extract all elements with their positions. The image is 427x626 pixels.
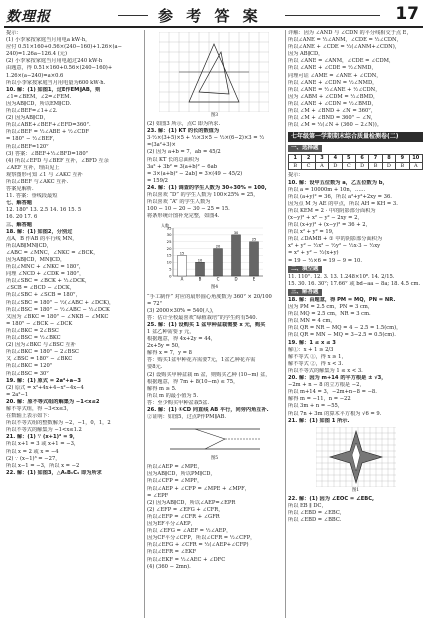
text-line: = ∠EPF xyxy=(147,492,169,499)
text-line: 因为点 M 为 AE 的中点，所以 AH = KH = 3. xyxy=(288,200,398,207)
text-line: 要8元. xyxy=(147,364,163,371)
text-line: 所以 MN = 4 cm， xyxy=(288,318,336,325)
answer-cell: D xyxy=(329,162,342,170)
text-line: 所以喜欢 “D” 的学生人数为 100×25% = 25， xyxy=(147,192,259,199)
text-line: 点A，B 作AB 的平行线 MN， xyxy=(6,235,78,242)
text-line: 因为CF平分∠CFP，所以∠CFR = ½∠CFP， xyxy=(147,535,256,542)
text-line: 19. 解：(1) 原式 = 2a²+a−3 xyxy=(6,377,82,384)
text-line: 所以∠MNC + ∠NKC = 180°， xyxy=(6,264,85,271)
middle-text-block xyxy=(147,464,282,570)
text-line: (2) 原式 = x²+4x+4−x²−4x−4 xyxy=(6,384,84,391)
text-line: 26. 解：(1) ①CD 同直线 AB 平行，同旁内角互补. xyxy=(147,407,269,413)
right-column xyxy=(288,30,423,620)
text-line: 15. 30. 16. 30°; 17.66° 或 bd−aa − 8a; 18. 4.5 cm. xyxy=(288,280,421,287)
figure-caption: 图3 xyxy=(210,113,219,118)
text-line: 根据题意，得 7m + 8(10−m) ≤ 75， xyxy=(147,378,239,385)
answer-cell: C xyxy=(302,162,315,170)
grid-figure xyxy=(159,32,269,112)
question-number-cell: 10 xyxy=(409,155,422,163)
line-ep xyxy=(195,429,225,439)
question-number-cell: 3 xyxy=(315,155,328,163)
text-line: = 2a²−1 xyxy=(6,391,29,398)
text-line: 所以不等式组的整数解为 −2，−1，0，1，2 xyxy=(6,420,111,427)
text-line: 所以∠BSC = 180° − ½∠ABC − ½∠DCK xyxy=(6,306,110,313)
text-line: 所以∠ABE+∠BEF+∠EFD=360°. xyxy=(6,122,91,129)
text-line: 11. 110°. 12. 3. 13. 1.248×10⁸. 14. 2/15. xyxy=(288,273,395,280)
text-line: 解①：x + 1 ≥ 2/3 xyxy=(288,346,334,353)
text-line: 20. 解：因为 m+14 的平方根是 ± √3， xyxy=(288,375,387,382)
text-line: 所以 ∠ANE = ∠ANM，∠CDE = ∠CDM， xyxy=(288,58,395,65)
text-line: 将条形统计图补充完整，如图4. xyxy=(147,213,220,220)
text-line: x² + y² − ½x² − ½y² − ½x·3 − ½xy xyxy=(288,243,381,250)
text-line: 所以 MQ = 2.5 cm，NR = 3 cm. xyxy=(288,311,371,318)
text-line: 20. 解：原不等式组的解集为 −1<x≤2 xyxy=(6,398,100,405)
text-line: 22. 解：(1) 因为 ∠EOC = ∠EBC, xyxy=(288,495,375,502)
question-number-cell: 5 xyxy=(342,155,355,163)
text-line: 18. 解：(1) 如图2，分别过 xyxy=(6,228,73,235)
header-decoration-right xyxy=(285,15,380,16)
text-line: 所以 ∠EBD = ∠EBC, xyxy=(288,509,342,516)
text-line: 解不等式 ②，得 x < 3. xyxy=(288,360,344,367)
text-line: 所以∠BKC = 180° − 2∠BSC xyxy=(6,349,80,356)
right-text-block xyxy=(288,30,423,129)
right-text-block xyxy=(288,496,423,524)
text-line: 根据题意，得 4x+2y = 44， xyxy=(147,336,217,343)
text-line: ∠ABC = ∠MNC，∠NKC = ∠BCK， xyxy=(6,249,99,256)
text-line: 10. 解：设甲五位数为 a，乙五位数为 b， xyxy=(288,179,388,186)
right-text-block xyxy=(288,297,423,425)
text-line: 所以 QR = NR − MQ = 4 − 2.5 = 1.5(cm)， xyxy=(288,325,402,332)
text-line: 所以 m+14 = 3，−2m+n−8 = −8. xyxy=(288,389,377,396)
text-line: 所以 ∠ANE + ∠CDN = ½∠BMD， xyxy=(288,100,377,107)
bar-C xyxy=(214,249,223,276)
text-line: 100 − 10 − 20 − 30 − 25 = 15. xyxy=(147,206,230,213)
text-line: 所以∠SBC = 180° − ½(∠ABC + ∠DCK)， xyxy=(6,299,115,306)
text-line: (2) 设购买甲种盆栽 m 盆，则购买乙种 (10−m) 盆， xyxy=(147,371,271,378)
text-line: ∠AEF 互补，理由见上 xyxy=(6,164,60,171)
answer-cell: B xyxy=(369,162,382,170)
text-line: ∠1=∠BEM，∠2=∠FEM. xyxy=(6,93,72,100)
text-line: 因为 ∠ABM + ∠CDM = ½∠BMD， xyxy=(288,93,379,100)
text-line: 因为 AB∥CD， xyxy=(288,51,324,58)
text-line: 25. 解：(1) 设购买 1 盆甲种盆栽需要 x 元，购买 xyxy=(147,321,266,328)
figure-5 xyxy=(147,423,282,462)
bar-value-label: 30 xyxy=(233,231,239,236)
text-line: (2) 因为∠BKC 与∠BSC 互补 xyxy=(6,342,76,349)
y-tick-label: 5 xyxy=(169,266,172,272)
text-line: 所以∠BEF 与∠AKC 互补. xyxy=(6,178,69,185)
text-line: 所以∠EFG + ∠CFR = ½(∠AEP+∠CFP) xyxy=(147,542,249,549)
text-line: 答：估计全校最喜欢“绿植栽培”的学生约有540. xyxy=(147,314,258,321)
y-tick-label: 20 xyxy=(166,246,172,252)
bar-B xyxy=(196,263,205,277)
text-line: 所以 m 的最小值为 5. xyxy=(147,392,199,399)
section-heading: 三、解答题 xyxy=(288,289,322,296)
text-line: 所以∠BKC = 2∠BSC xyxy=(6,327,59,334)
x-tick-label: C xyxy=(216,276,220,282)
bar-value-label: 15 xyxy=(179,251,185,256)
text-line: 解不等式组，得 −3<x≤3， xyxy=(6,405,72,412)
text-line: 所以∠BEF=∠1+∠2. xyxy=(6,108,58,115)
text-line: 所以∠ANE = ½∠ANM，∠CDE = ½∠CDN， xyxy=(288,37,402,44)
column-divider xyxy=(144,30,145,618)
right-text-block xyxy=(288,274,423,288)
x-tick-label: E xyxy=(252,276,256,282)
text-line: 所以喜欢 “A” 的学生人数为 xyxy=(147,199,211,206)
text-line: 所以∠ANE + ∠CDE = ½(∠ANM+∠CDN)， xyxy=(288,44,400,51)
text-line: 解不等式 ①，得 x ≥ 1， xyxy=(288,353,347,360)
text-line: (x−y)² + x² − y² − 2xy = 2， xyxy=(288,214,363,221)
column-divider xyxy=(285,30,286,618)
y-tick-label: 35 xyxy=(166,225,172,231)
figure-4-bar-chart xyxy=(147,222,282,291)
text-line: (1) 小李家按家庭当月用电a kW·h， xyxy=(6,37,91,44)
answer-table xyxy=(288,154,423,170)
y-tick-label: 25 xyxy=(166,239,172,245)
text-line: 10. 解：(1) 如图1，过E作EM∥AB，则 xyxy=(6,86,101,93)
text-line: 又因为 ∠BKC = 180° − ∠NKB − ∠MKC xyxy=(6,313,109,320)
text-line: 所以不等式的解集为 1 ≤ x < 3. xyxy=(288,367,363,374)
question-number-cell: 7 xyxy=(369,155,382,163)
page-number: 17 xyxy=(395,4,419,24)
text-line: = 180° − ∠BCK − ∠DCK xyxy=(6,320,73,327)
section-heading: 一、选择题 xyxy=(288,145,322,152)
star-grid-figure xyxy=(316,427,396,487)
middle-column xyxy=(147,30,282,620)
text-line: 1.26×(a−240)=a×0.6 xyxy=(6,72,64,79)
answer-cell: D xyxy=(355,162,368,170)
text-line: (3) 答案：∠BEF+½∠BFD=180° xyxy=(6,150,89,157)
text-line: 答：购买1盆甲种花卉需要7元，1盆乙种花卉需 xyxy=(147,357,256,364)
figure-caption: 图5 xyxy=(210,456,219,462)
header-rule xyxy=(4,26,423,28)
text-line: 21. 解：(1) 如图 1 所示. xyxy=(288,417,350,424)
text-line: 所以 (x+y)² + (x−y)² = 36 + 2， xyxy=(288,222,371,229)
text-line: (2) ∠EFP = ∠EFG + ∠CFR， xyxy=(147,506,224,513)
text-line: (2) 小李家按家庭当月用电超过240 kW·h xyxy=(6,58,103,65)
figure-caption: 图4 xyxy=(210,285,219,291)
line-pf xyxy=(205,439,225,449)
text-line: 16. 20 17. 6 xyxy=(6,214,38,221)
text-line: 11. 答案：垂线段最短 xyxy=(6,193,58,200)
parallel-lines-figure xyxy=(165,423,265,455)
text-line: 240)=1.26a−126.4 (元) xyxy=(6,51,67,58)
page-title: 参 考 答 案 xyxy=(158,7,262,25)
text-line: 因为 PM = 2.5 cm，PN = 3 cm， xyxy=(288,304,374,311)
text-line: 应付 0.51×160+0.56×(240−160)+1.26×(a− xyxy=(6,44,122,51)
text-line: 所以AB∥MN∥CD， xyxy=(6,242,52,249)
text-line: 所以 7n + 3m 的算术平方根为 √6 = 9. xyxy=(288,410,382,417)
text-line: 在数轴上表示如下： xyxy=(6,413,53,420)
bar-E xyxy=(250,242,259,276)
exam-title-banner: 七年级第一学期期末综合质量检测卷(二) xyxy=(288,132,423,142)
text-line: (4) 所以∠EFD 与∠BEF 互补，∠BFD 互余 xyxy=(6,157,109,164)
text-line: 所以∠SBC = ∠BCK + ½∠DCK， xyxy=(6,278,91,285)
text-line: 因为AB∥CD，所以PM∥CD， xyxy=(147,471,216,478)
text-line: (4) (360 − 2mn). xyxy=(147,563,191,570)
text-line: 所以 x² + y² = 19， xyxy=(288,229,338,236)
text-line: 答：至少购买甲种盆栽5盆. xyxy=(147,399,210,406)
text-line: 所以∠AEP + ∠CFP = ∠MPE + ∠MPF， xyxy=(147,485,250,492)
header-decoration-left xyxy=(118,15,148,16)
y-tick-label: 15 xyxy=(166,253,172,259)
text-line: 所以 EB ∥ DC， xyxy=(288,502,327,509)
text-line: 所以 QR = MN − MQ = 3−2.5 = 0.5(cm). xyxy=(288,332,396,339)
text-line: 所以∠BKC = 120° xyxy=(6,363,53,370)
text-line: 所以 ∠ANE + ∠CDN = ½∠NMD， xyxy=(288,79,378,86)
figure-1-star xyxy=(288,427,423,494)
text-line: 因为AB∥CD，MN∥CD， xyxy=(6,257,66,263)
text-line: 所以 ∠EBD = ∠BBC. xyxy=(288,517,342,524)
text-line: 详解：因为 ∠AND 与 ∠CDN 的平分线相交于点 E， xyxy=(288,30,412,36)
text-line: 所以∠BEF=120° xyxy=(6,143,49,150)
text-line: 所以∠EFP = ∠CFR + ∠GFR xyxy=(147,513,220,520)
text-line: 22. 解：(1) 如图3，△A₁B₁C₁ 即为所求 xyxy=(6,469,102,476)
x-tick-label: B xyxy=(198,276,202,282)
text-line: (2) 如图3 所示，点C 即为所求. xyxy=(147,121,221,128)
text-line: = 3×(a+b)² − 2ab] = 3×(49 − 45/2) xyxy=(147,170,243,177)
y-axis-label: 人数 xyxy=(161,223,169,229)
text-line: 解得 m ≥ 5. xyxy=(147,385,177,392)
text-line: 答案见解析. xyxy=(6,186,34,193)
text-line: 解得 m = −11，n = −22 xyxy=(288,396,351,403)
text-line: = x² + y² − ½(x+y) xyxy=(288,250,339,257)
text-line: 19. 解：1 ≤ x ≤ 3 xyxy=(288,339,336,346)
y-tick-label: 10 xyxy=(166,259,172,265)
triangle-shape xyxy=(199,52,229,94)
text-line: 所以 a = 10000m + 10n，…… xyxy=(288,186,366,193)
text-line: 所以 ∠ANE = ½∠ANE + ½∠CDN， xyxy=(288,86,381,93)
text-line: = 19 − ½×6 = 19 − 9 = 10. xyxy=(288,257,363,264)
question-number-cell: 9 xyxy=(396,155,409,163)
text-line: 三、解答题 xyxy=(6,221,32,228)
text-line: 由题意，得 0.51×160+0.56×(240−160)+ xyxy=(6,65,113,72)
middle-text-block xyxy=(147,294,282,422)
text-line: 解得 x = 7，y = 8 xyxy=(147,350,192,357)
text-line: 因为EF平分∠AEP， xyxy=(147,521,196,528)
text-line: 所以 ∠ANE + ∠CDE = ½∠NMD， xyxy=(288,65,377,72)
text-line: 所以 ∠DAMB + ① 中的阴影部分面积为 xyxy=(288,236,383,243)
text-line: 观察图形可知 ∠1 与 ∠AKC 互补 xyxy=(6,171,83,178)
text-line: 所以 (a+y)² = 36，所以 a²+y²+2xy = 36. xyxy=(288,193,392,200)
text-line: 所以 KEM = 2 · 中的阴影部分面积为 xyxy=(288,207,376,214)
text-line: 所以∠BSC = ½∠BKC xyxy=(6,335,61,342)
answer-cell: A xyxy=(409,162,422,170)
text-line: 24. 解：(1) 调查的学生人数为 30÷30% = 100, xyxy=(147,184,267,191)
bar-D xyxy=(232,235,241,276)
text-line: 所以 KT 长的总面积为 xyxy=(147,156,200,163)
text-line: = 180° − ½∠BEF， xyxy=(6,136,58,143)
bar-value-label: 25 xyxy=(251,238,257,243)
text-line: (3) 2000×30% = 540(人)， xyxy=(147,307,218,314)
text-line: 七、解答题 xyxy=(6,200,32,207)
text-line: (2) ∵ (x−1)³ = −27， xyxy=(6,455,61,462)
text-line: 所以∠CFP = ∠MPF， xyxy=(147,478,203,485)
text-line: 所以∠EKF = ½∠AEC + ∠DFC xyxy=(147,556,226,563)
text-line: 提示： xyxy=(6,30,22,36)
text-line: 21. 解：(1) ∵ (x+1)² = 9， xyxy=(6,434,79,441)
text-line: ②证明：如图5，过点P作PM∥AB. xyxy=(147,414,227,421)
text-line: 2x+5y = 50， xyxy=(147,343,184,350)
bar-chart xyxy=(159,222,269,284)
text-line: 又 ∠BSC = 180° − ∠BKC xyxy=(6,356,73,363)
text-line: 所以 ∠M + ∠BND + ∠N = 360°， xyxy=(288,108,377,115)
answer-cell: B xyxy=(289,162,302,170)
bar-value-label: 10 xyxy=(197,258,203,263)
text-line: 所以 x−1 = −3，所以 x = −2 xyxy=(6,462,80,469)
question-number-cell: 1 xyxy=(289,155,302,163)
question-number-cell: 8 xyxy=(382,155,395,163)
y-tick-label: 0 xyxy=(169,273,172,279)
text-line: (2) 因为AB∥CD， xyxy=(6,115,49,122)
text-line: (2) 因为AB∥CD，所以∠AEP=∠EPR xyxy=(147,499,236,506)
text-line: 所以∠EFR = ∠EKF xyxy=(147,549,197,556)
text-line: = 159/2 xyxy=(147,177,168,184)
text-line: 所以 ∠M = ½(∠N + (360 − 2∠N))。 xyxy=(288,122,382,129)
text-line: 提示： xyxy=(288,172,304,179)
text-line: = 72° xyxy=(147,300,163,307)
question-number-cell: 2 xyxy=(302,155,315,163)
answer-cell: B xyxy=(396,162,409,170)
text-line: ∠SCB = ∠BCD − ∠DCK， xyxy=(6,285,75,292)
text-line: −2m + n − 8 的立方根是 −2， xyxy=(288,382,365,389)
text-line: 因为AB∥CD，所以EM∥CD. xyxy=(6,100,72,107)
text-line: (2) 因为 a+b = 7，ab = 45/2 xyxy=(147,149,221,156)
text-line: 23. 解：(1) KT 的长的数值为 xyxy=(147,128,220,135)
x-tick-label: D xyxy=(234,276,238,282)
left-column xyxy=(6,30,141,620)
x-tick-label: A xyxy=(180,276,184,282)
text-line: 所以∠AEP = ∠MPE， xyxy=(147,464,203,471)
answer-cell: D xyxy=(382,162,395,170)
text-line: 所以 3m + n = −55， xyxy=(288,403,344,410)
text-line: 所以∠BSC = 30° xyxy=(6,370,49,377)
section-heading: 二、填空题 xyxy=(288,266,322,273)
text-line: 所以 x = 2 或 x = −4 xyxy=(6,448,59,455)
bar-value-label: 20 xyxy=(215,244,221,249)
text-line: 3a² + 3b² = 3(a+b)² − 6ab xyxy=(147,163,218,170)
text-line: 18. 解：由题意，得 PM = MQ，PN = NR. xyxy=(288,297,396,303)
y-tick-label: 30 xyxy=(166,232,172,238)
text-line: 12. 180° 13. 2.5 14. 16 15. 5 xyxy=(6,207,82,214)
text-line: 所以 x+1 = 3 或 x+1 = −3， xyxy=(6,441,80,448)
text-line: 所以∠SBC + ∠SCB = 180°， xyxy=(6,292,81,299)
newspaper-logo: 数理报 xyxy=(6,9,51,25)
text-line: =(3a²+3)× xyxy=(147,142,176,149)
middle-text-block xyxy=(147,121,282,220)
text-line: “手工制作” 对应的扇形圆心角度数为 360° × 20/100 xyxy=(147,293,272,300)
bar-A xyxy=(178,256,187,277)
answer-cell: A xyxy=(315,162,328,170)
answer-cell: C xyxy=(342,162,355,170)
text-line: 所以小李家按家庭当月用电量为600 kW·h. xyxy=(6,79,106,86)
text-line: 所以 ∠M + ∠BND = 360° − ∠N， xyxy=(288,115,377,122)
page-header xyxy=(0,0,427,30)
text-line: 同理 ∠NCD + ∠CDK = 180°， xyxy=(6,271,85,278)
question-number-cell: 4 xyxy=(329,155,342,163)
text-line: 3·½×(3+5)×5 + ½×3×5 − ½×(6−2)×3 = ½ xyxy=(147,135,265,142)
right-text-block xyxy=(288,172,423,264)
figure-3-grid xyxy=(147,32,282,119)
left-text-block xyxy=(6,30,141,477)
text-line: 同理可证 ∠AME = ∠ANE + ∠CDN， xyxy=(288,72,382,79)
text-line: 所以∠BEF = ½∠ABE + ½∠CDF xyxy=(6,129,90,136)
text-line: 所以不等式的解集为 −1<x≤1.2 xyxy=(6,427,82,434)
figure-caption: 图1 xyxy=(351,487,360,493)
text-line: 1 盆乙种需要 y 元， xyxy=(147,328,195,335)
question-number-cell: 6 xyxy=(355,155,368,163)
text-line: 所以 ∠EFG = ∠AEF = ½∠AEP， xyxy=(147,528,232,535)
